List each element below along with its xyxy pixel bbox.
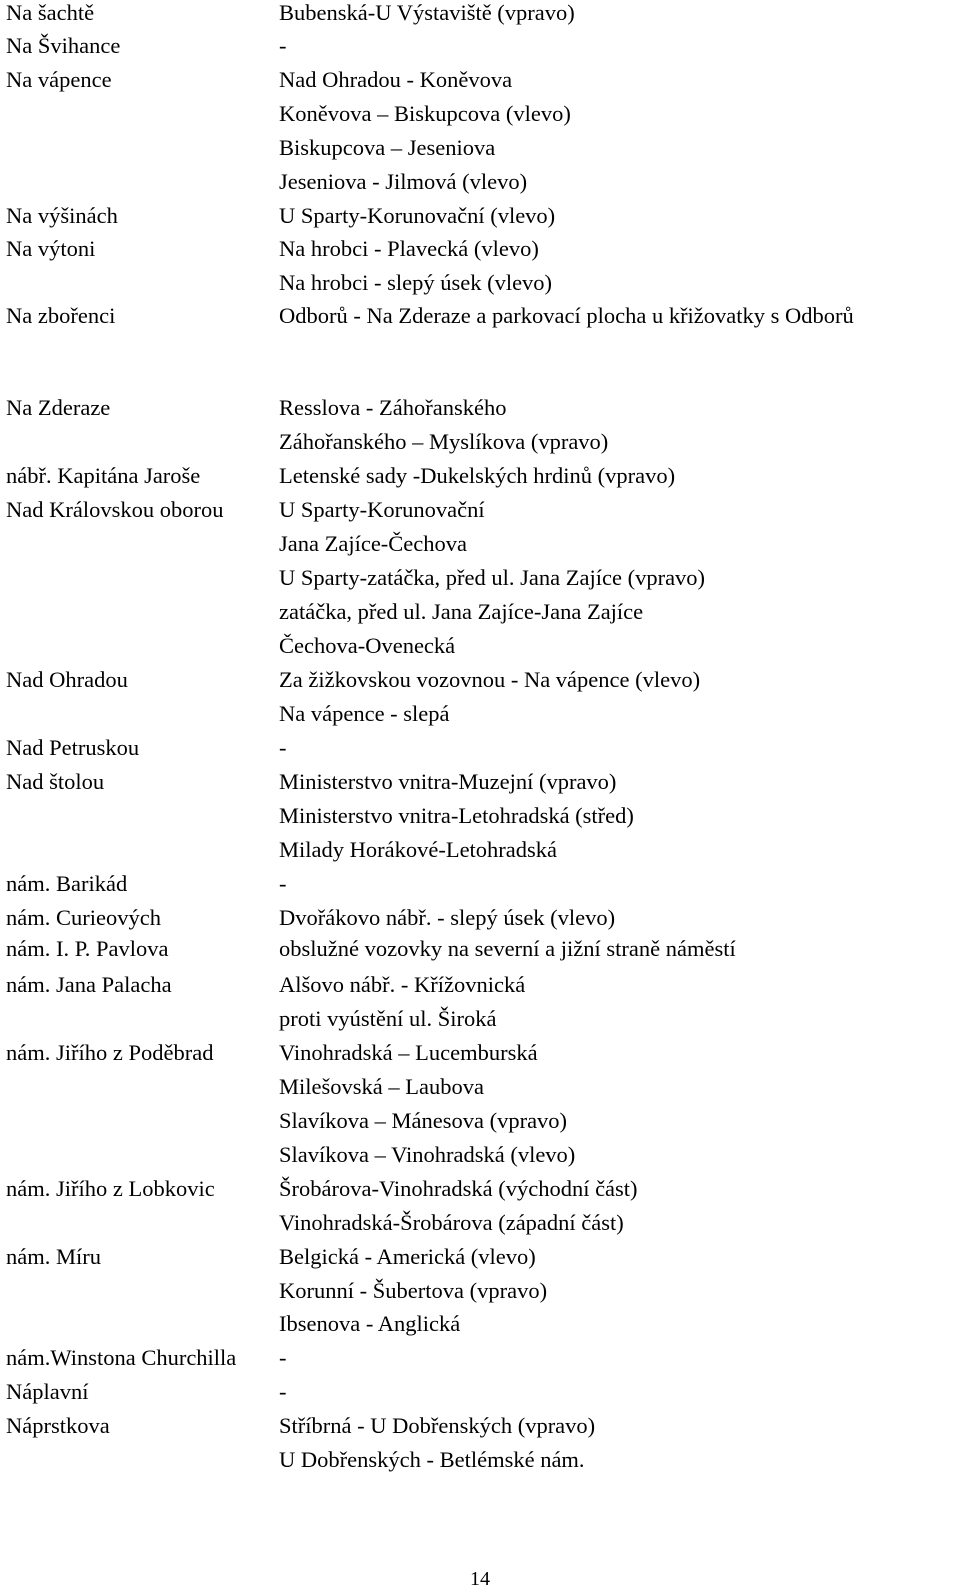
street-section: Belgická - Americká (vlevo) xyxy=(279,1244,536,1269)
table-row xyxy=(0,633,960,667)
street-section: Jana Zajíce-Čechova xyxy=(279,531,468,556)
table-row xyxy=(0,135,960,169)
table-row xyxy=(0,1074,960,1108)
table-row xyxy=(0,203,960,237)
street-section: Biskupcova – Jeseniova xyxy=(279,135,496,160)
table-row xyxy=(0,565,960,599)
table-row xyxy=(0,33,960,67)
street-name: Náprstkova xyxy=(6,1413,110,1438)
table-row xyxy=(0,395,960,429)
street-section: obslužné vozovky na severní a jižní straně náměstí xyxy=(279,936,736,961)
page-number: 14 xyxy=(470,1568,490,1590)
street-section: proti vyústění ul. Široká xyxy=(279,1006,497,1031)
street-section: Vinohradská-Šrobárova (západní část) xyxy=(279,1210,624,1235)
table-row xyxy=(0,463,960,497)
street-name: nám. Jiřího z Lobkovic xyxy=(6,1176,215,1201)
table-row xyxy=(0,599,960,633)
street-section: Milešovská – Laubova xyxy=(279,1074,484,1099)
street-section: - xyxy=(279,1345,287,1370)
street-section: U Sparty-Korunovační (vlevo) xyxy=(279,203,556,228)
street-section: Za žižkovskou vozovnou - Na vápence (vlevo) xyxy=(279,667,701,692)
table-row xyxy=(0,0,960,34)
street-section: Nad Ohradou - Koněvova xyxy=(279,67,513,92)
table-row xyxy=(0,1311,960,1345)
table-row xyxy=(0,101,960,135)
table-row xyxy=(0,67,960,101)
table-row xyxy=(0,1176,960,1210)
street-name: Na šachtě xyxy=(6,0,95,25)
street-name: nám. I. P. Pavlova xyxy=(6,936,169,961)
street-name: Nad Královskou oborou xyxy=(6,497,224,522)
table-row xyxy=(0,1244,960,1278)
street-name: Na výtoni xyxy=(6,236,96,261)
street-section: U Sparty-Korunovační xyxy=(279,497,485,522)
table-row xyxy=(0,1006,960,1040)
street-name: Nad Ohradou xyxy=(6,667,128,692)
table-row xyxy=(0,905,960,939)
table-row xyxy=(0,303,960,337)
street-section: Záhořanského – Myslíkova (vpravo) xyxy=(279,429,609,454)
street-section: Bubenská-U Výstaviště (vpravo) xyxy=(279,0,575,25)
table-row xyxy=(0,1278,960,1312)
table-row xyxy=(0,1379,960,1413)
street-section: - xyxy=(279,1379,287,1404)
street-section: Na hrobci - slepý úsek (vlevo) xyxy=(279,270,553,295)
table-row xyxy=(0,169,960,203)
street-name: Na vápence xyxy=(6,67,112,92)
street-name: Na zbořenci xyxy=(6,303,116,328)
table-row xyxy=(0,1142,960,1176)
street-name: Na výšinách xyxy=(6,203,118,228)
table-row xyxy=(0,429,960,463)
street-section: - xyxy=(279,33,287,58)
street-name: nábř. Kapitána Jaroše xyxy=(6,463,201,488)
street-name: Náplavní xyxy=(6,1379,89,1404)
street-name: Na Švihance xyxy=(6,33,121,58)
street-section: U Sparty-zatáčka, před ul. Jana Zajíce (vpravo) xyxy=(279,565,706,590)
street-name: nám. Barikád xyxy=(6,871,128,896)
street-section: Slavíkova – Mánesova (vpravo) xyxy=(279,1108,568,1133)
street-section: Odborů - Na Zderaze a parkovací plocha u křižovatky s Odborů xyxy=(279,303,854,328)
street-name: nám. Curieových xyxy=(6,905,161,930)
street-section: Milady Horákové-Letohradská xyxy=(279,837,558,862)
table-row xyxy=(0,837,960,871)
street-section: - xyxy=(279,871,287,896)
street-section: Stříbrná - U Dobřenských (vpravo) xyxy=(279,1413,596,1438)
street-section: Vinohradská – Lucemburská xyxy=(279,1040,538,1065)
table-row xyxy=(0,1345,960,1379)
street-name: nám.Winstona Churchilla xyxy=(6,1345,237,1370)
table-row xyxy=(0,769,960,803)
table-row xyxy=(0,1447,960,1481)
street-section: Korunní - Šubertova (vpravo) xyxy=(279,1278,548,1303)
street-section: Ministerstvo vnitra-Muzejní (vpravo) xyxy=(279,769,617,794)
street-section: - xyxy=(279,735,287,760)
table-row xyxy=(0,735,960,769)
street-section: U Dobřenských - Betlémské nám. xyxy=(279,1447,585,1472)
table-row xyxy=(0,531,960,565)
table-row xyxy=(0,1210,960,1244)
table-row xyxy=(0,972,960,1006)
street-name: nám. Míru xyxy=(6,1244,101,1269)
street-name: Nad Petruskou xyxy=(6,735,140,760)
street-section: Na hrobci - Plavecká (vlevo) xyxy=(279,236,539,261)
table-row xyxy=(0,701,960,735)
street-section: Resslova - Záhořanského xyxy=(279,395,507,420)
street-section: Koněvova – Biskupcova (vlevo) xyxy=(279,101,571,126)
street-section: Alšovo nábř. - Křížovnická xyxy=(279,972,526,997)
table-row xyxy=(0,871,960,905)
street-section: Čechova-Ovenecká xyxy=(279,633,456,658)
street-name: Nad štolou xyxy=(6,769,105,794)
street-section: Slavíkova – Vinohradská (vlevo) xyxy=(279,1142,576,1167)
street-section: Jeseniova - Jilmová (vlevo) xyxy=(279,169,528,194)
street-section: Šrobárova-Vinohradská (východní část) xyxy=(279,1176,638,1201)
street-name: Na Zderaze xyxy=(6,395,111,420)
table-row xyxy=(0,497,960,531)
street-section: Dvořákovo nábř. - slepý úsek (vlevo) xyxy=(279,905,616,930)
table-row xyxy=(0,667,960,701)
table-row xyxy=(0,1040,960,1074)
street-name: nám. Jiřího z Poděbrad xyxy=(6,1040,214,1065)
table-row xyxy=(0,803,960,837)
street-section: Letenské sady -Dukelských hrdinů (vpravo) xyxy=(279,463,676,488)
table-row xyxy=(0,270,960,304)
street-section: Na vápence - slepá xyxy=(279,701,450,726)
table-row xyxy=(0,1413,960,1447)
street-name: nám. Jana Palacha xyxy=(6,972,172,997)
street-section: zatáčka, před ul. Jana Zajíce-Jana Zajíce xyxy=(279,599,644,624)
street-section: Ibsenova - Anglická xyxy=(279,1311,461,1336)
table-row xyxy=(0,936,960,970)
table-row xyxy=(0,1108,960,1142)
street-section: Ministerstvo vnitra-Letohradská (střed) xyxy=(279,803,634,828)
table-row xyxy=(0,236,960,270)
